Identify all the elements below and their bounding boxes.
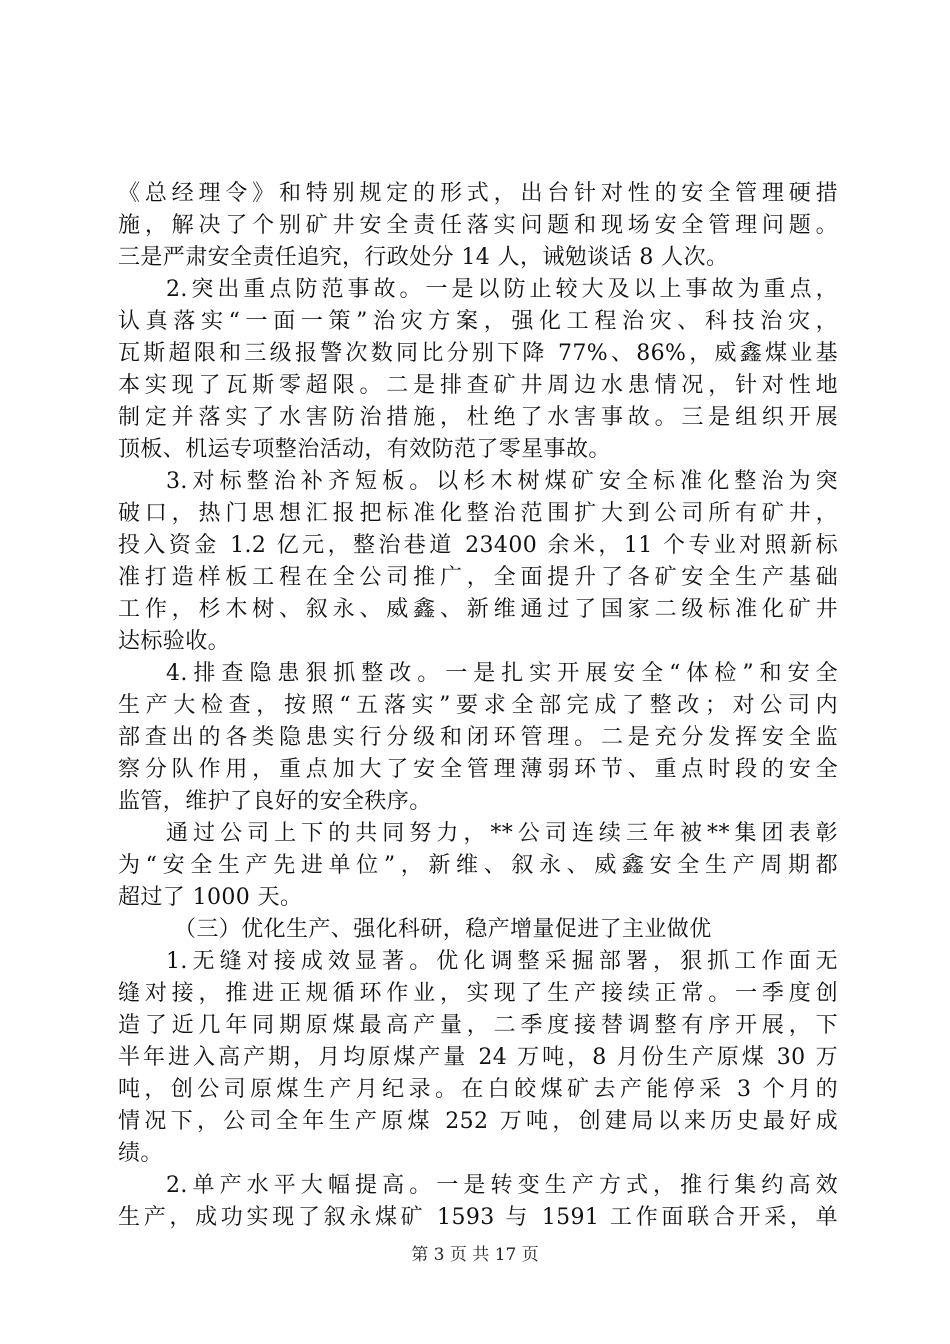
text-line: 达标验收。 xyxy=(118,629,231,654)
page-number-footer: 第 3 页 共 17 页 xyxy=(411,1245,539,1265)
text-line: 察分队作用，重点加大了安全管理薄弱环节、重点时段的安全 xyxy=(118,757,838,782)
text-line: 制定并落实了水害防治措施，杜绝了水害事故。三是组织开展 xyxy=(118,405,838,430)
text-line: 部查出的各类隐患实行分级和闭环管理。二是充分发挥安全监 xyxy=(118,725,838,750)
text-line: 投入资金 1.2 亿元，整治巷道 23400 余米，11 个专业对照新标 xyxy=(118,533,838,558)
text-line: 施，解决了个别矿井安全责任落实问题和现场安全管理问题。 xyxy=(118,213,838,238)
text-line: 工作，杉木树、叙永、威鑫、新维通过了国家二级标准化矿井 xyxy=(118,597,838,622)
text-line: 3.对标整治补齐短板。以杉木树煤矿安全标准化整治为突 xyxy=(166,469,838,494)
text-line: 超过了 1000 天。 xyxy=(118,885,303,910)
text-line: 顶板、机运专项整治活动，有效防范了零星事故。 xyxy=(118,437,611,462)
section-heading: （三）优化生产、强化科研，稳产增量促进了主业做优 xyxy=(174,917,712,942)
text-line: 为“安全生产先进单位”，新维、叙永、威鑫安全生产周期都 xyxy=(118,853,838,878)
text-line: 半年进入高产期，月均原煤产量 24 万吨，8 月份生产原煤 30 万 xyxy=(118,1045,838,1070)
text-line: 本实现了瓦斯零超限。二是排查矿井周边水患情况，针对性地 xyxy=(118,373,838,398)
text-line: 2.突出重点防范事故。一是以防止较大及以上事故为重点， xyxy=(166,277,838,302)
text-line: 4.排查隐患狠抓整改。一是扎实开展安全“体检”和安全 xyxy=(166,661,838,686)
document-body xyxy=(118,178,838,1234)
text-line: 《总经理令》和特别规定的形式，出台针对性的安全管理硬措 xyxy=(118,181,838,206)
text-line: 生产，成功实现了叙永煤矿 1593 与 1591 工作面联合开采，单 xyxy=(118,1205,838,1230)
text-line: 通过公司上下的共同努力，**公司连续三年被**集团表彰 xyxy=(166,821,838,846)
text-line: 三是严肃安全责任追究，行政处分 14 人，诫勉谈话 8 人次。 xyxy=(118,245,729,270)
text-line: 认真落实“一面一策”治灾方案，强化工程治灾、科技治灾， xyxy=(118,309,838,334)
text-line: 情况下，公司全年生产原煤 252 万吨，创建局以来历史最好成 xyxy=(118,1109,838,1134)
text-line: 破口，热门思想汇报把标准化整治范围扩大到公司所有矿井， xyxy=(118,501,838,526)
text-line: 瓦斯超限和三级报警次数同比分别下降 77%、86%，威鑫煤业基 xyxy=(118,341,838,366)
text-line: 2.单产水平大幅提高。一是转变生产方式，推行集约高效 xyxy=(166,1173,838,1198)
text-line: 绩。 xyxy=(118,1141,163,1166)
text-line: 生产大检查，按照“五落实”要求全部完成了整改；对公司内 xyxy=(118,693,838,718)
text-line: 监管，维护了良好的安全秩序。 xyxy=(118,789,432,814)
text-line: 吨，创公司原煤生产月纪录。在白皎煤矿去产能停采 3 个月的 xyxy=(118,1077,838,1102)
text-line: 缝对接，推进正规循环作业，实现了生产接续正常。一季度创 xyxy=(118,981,838,1006)
text-line: 准打造样板工程在全公司推广，全面提升了各矿安全生产基础 xyxy=(118,565,838,590)
text-line: 造了近几年同期原煤最高产量，二季度接替调整有序开展，下 xyxy=(118,1013,838,1038)
text-line: 1.无缝对接成效显著。优化调整采掘部署，狠抓工作面无 xyxy=(166,949,838,974)
